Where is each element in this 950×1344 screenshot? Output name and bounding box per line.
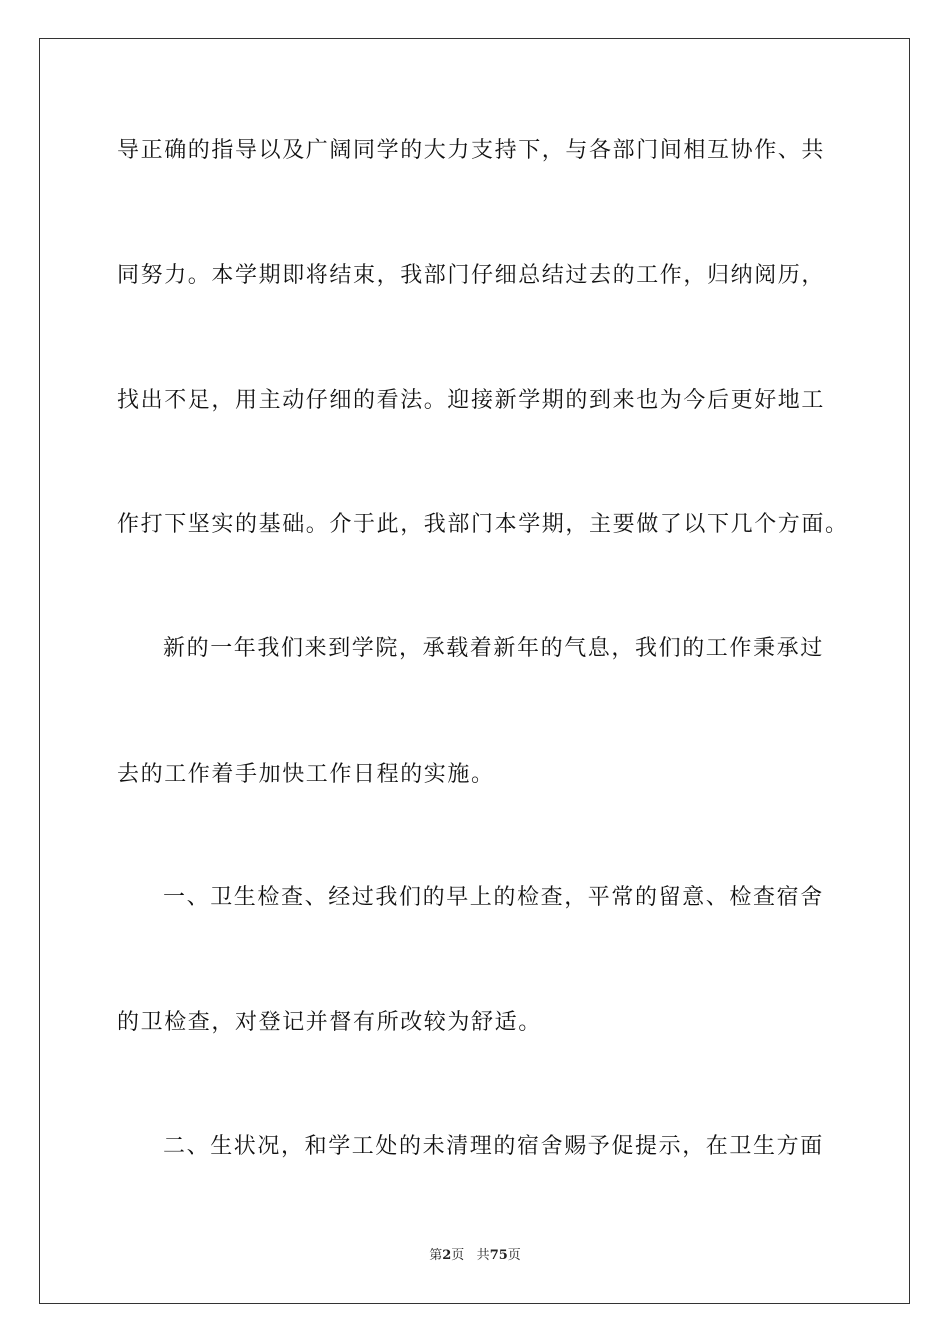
page-frame [39, 38, 910, 1304]
body-text-line: 作打下坚实的基础。介于此，我部门本学期，主要做了以下几个方面。 [117, 512, 849, 537]
page-prefix: 第 [429, 1248, 443, 1263]
body-text-line: 导正确的指导以及广阔同学的大力支持下，与各部门间相互协作、共 [117, 138, 826, 163]
page-number: 2 [442, 1248, 452, 1263]
paragraph-first-line: 一、卫生检查、经过我们的早上的检查，平常的留意、检查宿舍 [163, 885, 824, 910]
total-pages: 75 [489, 1248, 508, 1263]
paragraph-first-line: 二、生状况，和学工处的未清理的宿舍赐予促提示，在卫生方面 [163, 1134, 824, 1159]
body-text-line: 的卫检查，对登记并督有所改较为舒适。 [117, 1010, 542, 1035]
paragraph-first-line: 新的一年我们来到学院，承载着新年的气息，我们的工作秉承过 [163, 636, 824, 661]
page-footer [0, 1247, 950, 1265]
page-suffix: 页 [451, 1248, 465, 1263]
body-text-line: 找出不足，用主动仔细的看法。迎接新学期的到来也为今后更好地工 [117, 388, 826, 413]
total-suffix: 页 [507, 1248, 521, 1263]
body-text-line: 同努力。本学期即将结束，我部门仔细总结过去的工作，归纳阅历， [117, 263, 826, 288]
body-text-line: 去的工作着手加快工作日程的实施。 [117, 762, 495, 787]
total-prefix: 共 [476, 1248, 490, 1263]
